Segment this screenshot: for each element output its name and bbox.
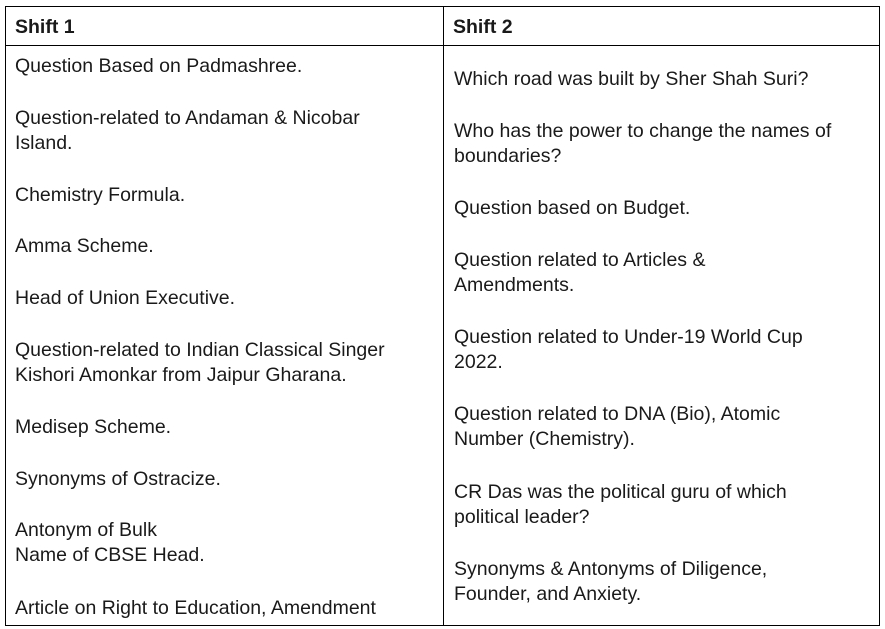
shift-2-item-6-cont: Number (Chemistry). [454, 428, 635, 450]
shift-1-item-3: Chemistry Formula. [15, 184, 186, 206]
shift-1-item-8: Synonyms of Ostracize. [15, 468, 221, 490]
shift-2-item-4-cont: Amendments. [454, 274, 575, 296]
shift-1-item-1: Question Based on Padmashree. [15, 55, 303, 77]
shift-1-item-9-cont: Name of CBSE Head. [15, 544, 205, 566]
shift-1-item-2-cont: Island. [15, 132, 73, 154]
shift-1-item-5: Head of Union Executive. [15, 287, 236, 309]
shift-2-item-1: Which road was built by Sher Shah Suri? [454, 68, 809, 90]
header-shift-2: Shift 2 [444, 7, 879, 46]
shift-1-item-6: Question-related to Indian Classical Singer [15, 339, 385, 361]
shift-1-item-6-cont: Kishori Amonkar from Jaipur Gharana. [15, 364, 347, 386]
shift-2-item-5: Question related to Under-19 World Cup [454, 326, 803, 348]
shift-2-column [444, 46, 879, 625]
shift-2-item-8-cont: Founder, and Anxiety. [454, 583, 642, 605]
shift-1-item-10: Article on Right to Education, Amendment [15, 597, 376, 619]
shift-1-item-7: Medisep Scheme. [15, 416, 172, 438]
shift-2-item-7: CR Das was the political guru of which [454, 481, 787, 503]
shift-questions-table [5, 6, 880, 626]
shift-2-item-2-cont: boundaries? [454, 145, 562, 167]
shift-2-item-8: Synonyms & Antonyms of Diligence, [454, 558, 768, 580]
shift-1-column [6, 46, 444, 625]
shift-2-item-2: Who has the power to change the names of [454, 120, 832, 142]
shift-2-item-3: Question based on Budget. [454, 197, 691, 219]
shift-2-item-4: Question related to Articles & [454, 249, 706, 271]
shift-2-item-5-cont: 2022. [454, 351, 503, 373]
shift-2-item-6: Question related to DNA (Bio), Atomic [454, 403, 781, 425]
shift-1-item-2: Question-related to Andaman & Nicobar [15, 107, 360, 129]
header-shift-1: Shift 1 [6, 7, 444, 46]
shift-1-item-9: Antonym of Bulk [15, 519, 157, 541]
shift-1-item-4: Amma Scheme. [15, 235, 154, 257]
shift-2-item-7-cont: political leader? [454, 506, 590, 528]
